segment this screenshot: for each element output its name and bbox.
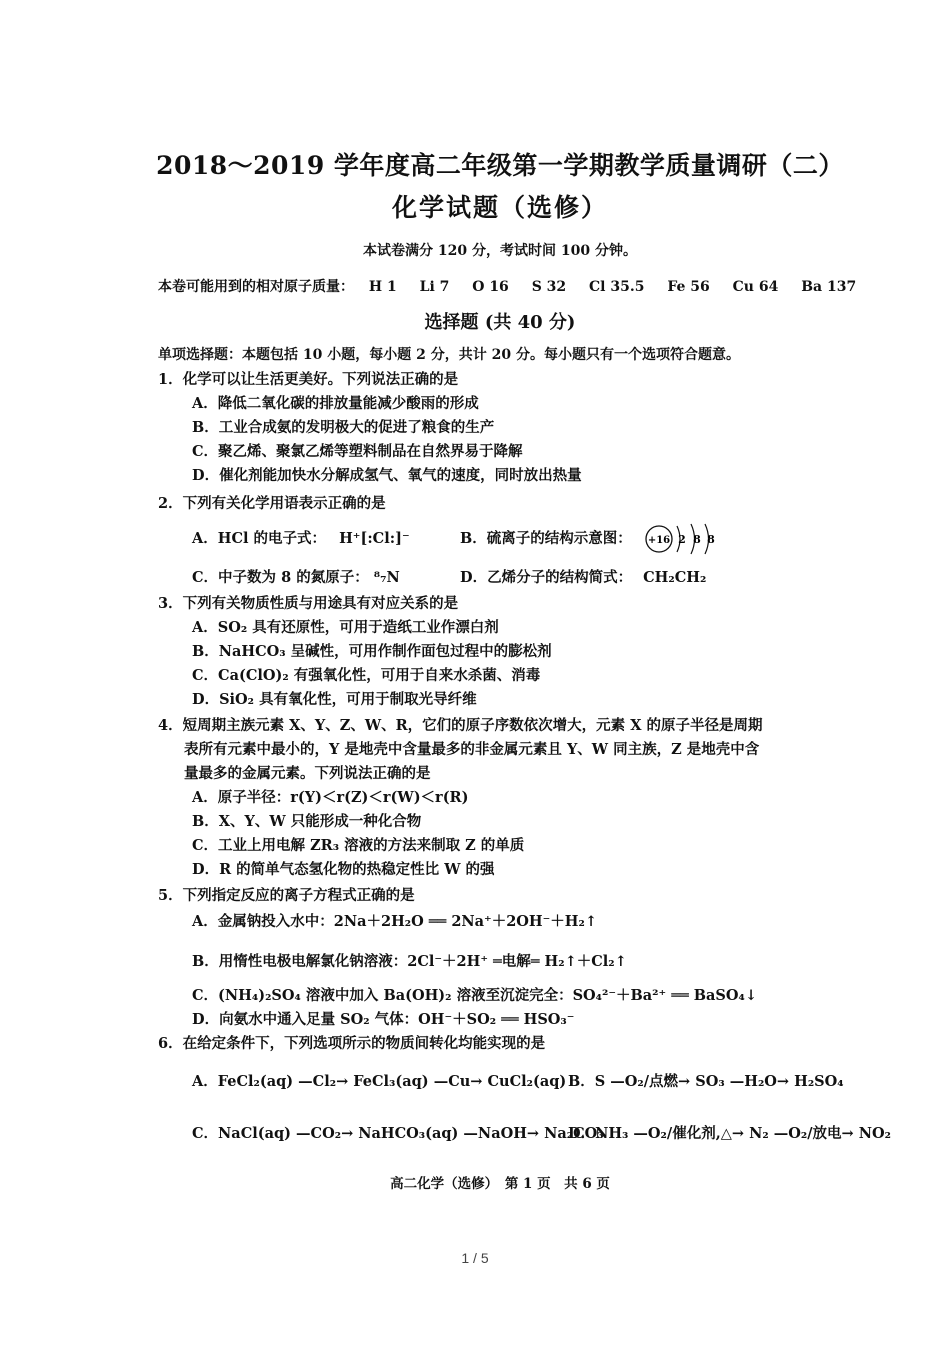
question-4-option-a: A．原子半径：r(Y)＜r(Z)＜r(W)＜r(R) [192, 789, 469, 806]
question-2-option-c [192, 566, 400, 587]
question-5-option-c: C．(NH₄)₂SO₄ 溶液中加入 Ba(OH)₂ 溶液至沉淀完全：SO₄²⁻＋Ba²⁺ ══ BaSO₄↓ [192, 987, 757, 1004]
question-6-option-c: C．NaCl(aq) —CO₂→ NaHCO₃(aq) —NaOH→ Na₂CO₃ [192, 1125, 604, 1142]
page-footer: 高二化学（选修） 第 1 页 共 6 页 [390, 1176, 610, 1192]
option-c-label: C．中子数为 8 的氮原子： [192, 569, 369, 586]
question-2-option-d [460, 566, 706, 587]
question-5-stem: 5．下列指定反应的离子方程式正确的是 [158, 887, 415, 904]
exam-subject: 化学试题（选修） [391, 193, 608, 222]
page-indicator: 1 / 5 [461, 1250, 489, 1266]
question-4-option-d: D．R 的简单气态氢化物的热稳定性比 W 的强 [192, 861, 495, 878]
question-3-option-a: A．SO₂ 具有还原性，可用于造纸工业作漂白剂 [192, 619, 499, 636]
question-2-option-b [460, 522, 723, 556]
mass-item: H 1 [368, 279, 397, 295]
hcl-electron-formula: H⁺[:Cl:]⁻ [339, 530, 410, 547]
question-4-stem-line-2: 表所有元素中最小的，Y 是地壳中含量最多的非金属元素且 Y、W 同主族，Z 是地壳中含 [184, 741, 760, 758]
question-1-option-a: A．降低二氧化碳的排放量能减少酸雨的形成 [192, 395, 479, 412]
atomic-masses [158, 276, 874, 296]
shell-electrons: 2 [678, 533, 686, 546]
question-1-option-c: C．聚乙烯、聚氯乙烯等塑料制品在自然界易于降解 [192, 443, 523, 460]
mass-item: O 16 [472, 279, 509, 295]
question-3-option-c: C．Ca(ClO)₂ 有强氧化性，可用于自来水杀菌、消毒 [192, 667, 541, 684]
question-6-stem: 6．在给定条件下，下列选项所示的物质间转化均能实现的是 [158, 1035, 546, 1052]
question-1-option-b: B．工业合成氨的发明极大的促进了粮食的生产 [192, 419, 495, 436]
question-3-stem: 3．下列有关物质性质与用途具有对应关系的是 [158, 595, 459, 612]
question-4-stem-line-3: 量最多的金属元素。下列说法正确的是 [184, 765, 431, 782]
question-2-stem: 2．下列有关化学用语表示正确的是 [158, 495, 386, 512]
mass-item: Fe 56 [667, 279, 710, 295]
question-3-option-d: D．SiO₂ 具有氧化性，可用于制取光导纤维 [192, 691, 477, 708]
question-1-stem: 1．化学可以让生活更美好。下列说法正确的是 [158, 371, 459, 388]
question-6-option-b: B．S —O₂/点燃→ SO₃ —H₂O→ H₂SO₄ [568, 1073, 844, 1090]
question-4-option-c: C．工业上用电解 ZR₃ 溶液的方法来制取 Z 的单质 [192, 837, 525, 854]
question-6-option-a: A．FeCl₂(aq) —Cl₂→ FeCl₃(aq) —Cu→ CuCl₂(aq) [192, 1073, 567, 1090]
section-instruction: 单项选择题：本题包括 10 小题，每小题 2 分，共计 20 分。每小题只有一个选项符合题意。 [158, 347, 740, 363]
question-6-option-d: D．NH₃ —O₂/催化剂,△→ N₂ —O₂/放电→ NO₂ [568, 1125, 891, 1142]
mass-item: Ba 137 [801, 279, 857, 295]
question-5-option-b: B．用惰性电极电解氯化钠溶液：2Cl⁻＋2H⁺ ═电解═ H₂↑＋Cl₂↑ [192, 953, 627, 970]
exam-title: 2018～2019 学年度高二年级第一学期教学质量调研（二） [156, 151, 844, 180]
exam-info: 本试卷满分 120 分，考试时间 100 分钟。 [363, 243, 637, 259]
option-d-label: D．乙烯分子的结构简式： [460, 569, 633, 586]
ethylene-formula: CH₂CH₂ [643, 569, 707, 586]
shell-electrons: 8 [693, 533, 701, 546]
option-a-label: A．HCl 的电子式： [192, 530, 327, 547]
question-5-option-d: D．向氨水中通入足量 SO₂ 气体：OH⁻＋SO₂ ══ HSO₃⁻ [192, 1011, 575, 1028]
question-3-option-b: B．NaHCO₃ 呈碱性，可用作制作面包过程中的膨松剂 [192, 643, 552, 660]
nucleus-charge: +16 [647, 535, 670, 546]
question-5-option-a: A．金属钠投入水中：2Na＋2H₂O ══ 2Na⁺＋2OH⁻＋H₂↑ [192, 913, 597, 930]
mass-item: S 32 [531, 279, 567, 295]
question-1-option-d: D．催化剂能加快水分解成氢气、氧气的速度，同时放出热量 [192, 467, 582, 484]
mass-item: Cu 64 [732, 279, 779, 295]
section-title: 选择题 (共 40 分) [424, 312, 576, 333]
question-4-option-b: B．X、Y、W 只能形成一种化合物 [192, 813, 422, 830]
nitrogen-nuclide: ⁸₇N [373, 569, 400, 586]
mass-item: Li 7 [419, 279, 450, 295]
shell-electrons: 8 [707, 533, 715, 546]
atomic-masses-label: 本卷可能用到的相对原子质量： [158, 279, 354, 295]
option-b-label: B．硫离子的结构示意图： [460, 530, 632, 547]
question-2-option-a [192, 527, 410, 548]
question-4-stem-line-1: 4．短周期主族元素 X、Y、Z、W、R，它们的原子序数依次增大，元素 X 的原子半径是周期 [158, 717, 763, 734]
mass-item: Cl 35.5 [589, 279, 645, 295]
sulfide-ion-structure-diagram [643, 522, 723, 556]
